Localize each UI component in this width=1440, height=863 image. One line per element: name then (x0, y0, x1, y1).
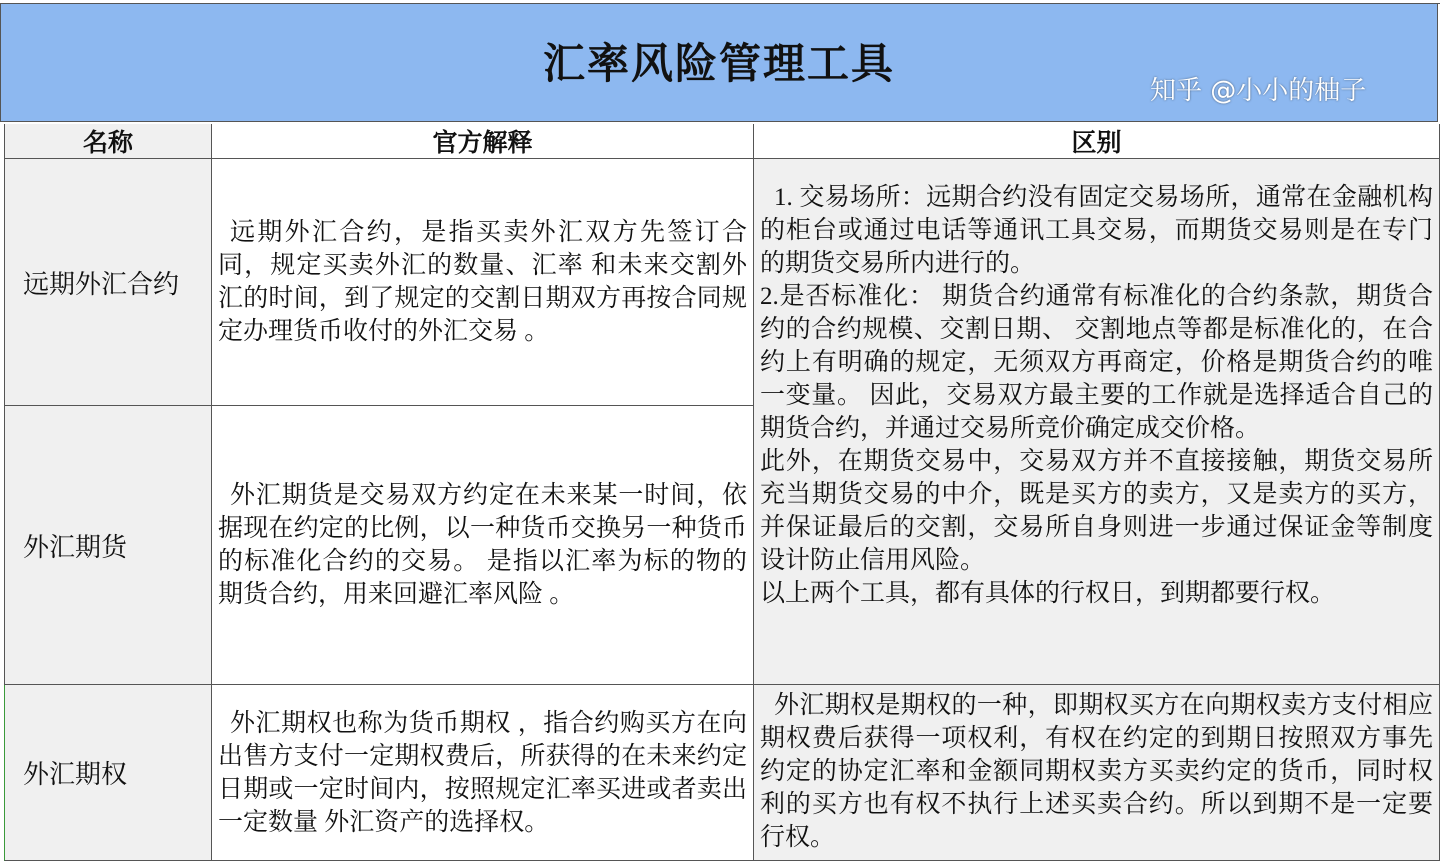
definition-text: 远期外汇合约，是指买卖外汇双方先签订合同，规定买卖外汇的数量、汇率 和未来交割外汇的时间，到了规定的交割日期双方再按合同规定办理货币收付的外汇交易 。 (218, 219, 747, 345)
difference-options (754, 685, 1440, 861)
difference-point-1: 1. 交易场所：远期合约没有固定交易场所，通常在金融机构的柜台或通过电话等通讯工具交易，而期货交易则是在专门的期货交易所内进行的。 (760, 184, 1433, 277)
header-name: 名称 (4, 124, 212, 159)
row-name-forward: 远期外汇合约 (4, 159, 212, 406)
difference-point-3: 此外，在期货交易中，交易双方并不直接接触，期货交易所充当期货交易的中介，既是买方的卖方，又是卖方的买方，并保证最后的交割，交易所自身则进一步通过保证金等制度设计防止信用风险。 (760, 448, 1433, 574)
row-name-futures: 外汇期货 (4, 406, 212, 685)
difference-forward-futures (754, 159, 1440, 685)
header-definition: 官方解释 (212, 124, 754, 159)
difference-options-text: 外汇期权是期权的一种，即期权买方在向期权卖方支付相应期权费后获得一项权利，有权在约定的到期日按照双方事先约定的协定汇率和金额同期权卖方买卖约定的货币，同时权利的买方也有权不执行上述买卖合约。所以到期不是一定要行权。 (760, 692, 1433, 851)
watermark: 知乎 @小小的柚子 (1150, 76, 1367, 106)
difference-point-4: 以上两个工具，都有具体的行权日，到期都要行权。 (760, 580, 1336, 607)
definition-text: 外汇期权也称为货币期权 ，指合约购买方在向出售方支付一定期权费后，所获得的在未来约定日期或一定时间内，按照规定汇率买进或者卖出一定数量 外汇资产的选择权。 (218, 709, 747, 836)
header-difference: 区别 (754, 124, 1440, 159)
row-definition-forward (212, 159, 754, 406)
definition-text: 外汇期货是交易双方约定在未来某一时间，依据现在约定的比例，以一种货币交换另一种货币的标准化合约的交易。 是指以汇率为标的物的期货合约，用来回避汇率风险 。 (218, 482, 747, 608)
difference-point-2: 2.是否标准化： 期货合约通常有标准化的合约条款，期货合约的合约规模、交割日期、 交割地点等都是标准化的，在合约上有明确的规定，无须双方再商定，价格是期货合约的唯一变量。 因此，交易双方最主要的工作就是选择适合自己的期货合约，并通过交易所竞价确定成交价格。 (760, 283, 1433, 442)
row-definition-options (212, 685, 754, 861)
table-title: 汇率风险管理工具 (0, 0, 1438, 122)
row-name-options: 外汇期权 (4, 685, 212, 861)
sheet-top-row (0, 0, 1440, 4)
row-definition-futures (212, 406, 754, 685)
